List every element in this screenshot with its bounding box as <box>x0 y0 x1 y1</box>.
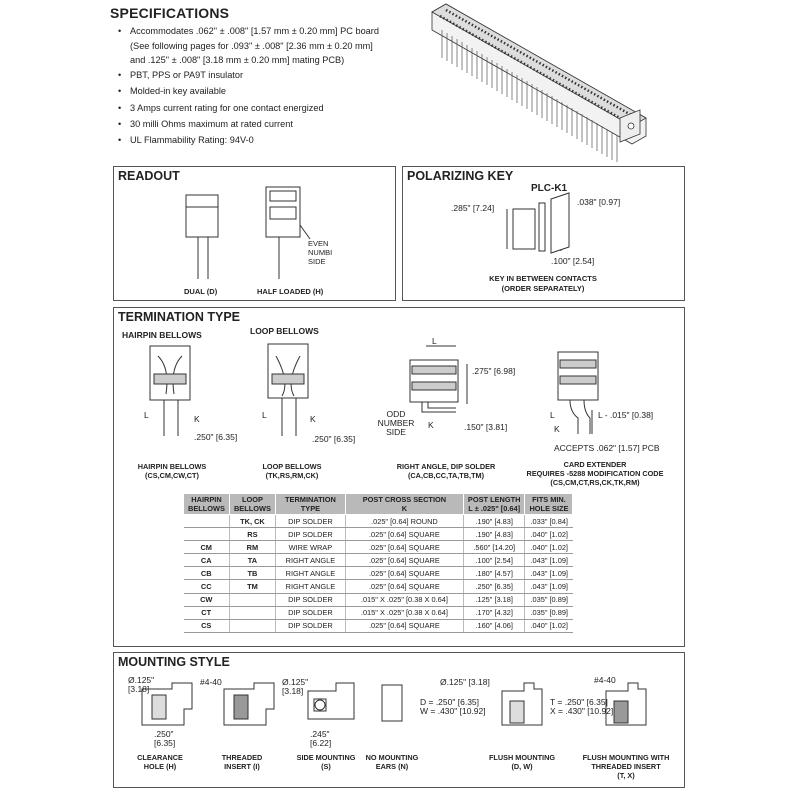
model-label: PLC-K1 <box>531 183 568 194</box>
spec-item <box>118 116 428 132</box>
readout-title: READOUT <box>118 169 180 183</box>
table-cell: RIGHT ANGLE <box>275 567 345 580</box>
dim-150: .150" [3.81] <box>464 422 508 432</box>
col-header <box>184 494 230 515</box>
readout-panel <box>113 166 396 301</box>
ft-T: T = .250" [6.35] <box>550 697 608 707</box>
key-caption: KEY IN BETWEEN CONTACTS <box>489 274 597 283</box>
table-cell: .025" [0.64] SQUARE <box>345 580 463 593</box>
table-row <box>184 541 573 554</box>
spec-item <box>118 67 428 83</box>
table-cell: TB <box>229 567 275 580</box>
col-header-text: BELLOWS <box>188 504 225 513</box>
dual-caption: DUAL (D) <box>184 287 218 296</box>
thread-label: #4-40 <box>200 677 222 687</box>
termination-type-title: TERMINATION TYPE <box>118 310 240 324</box>
table-cell: CB <box>184 567 230 580</box>
width-dimension: .100" [2.54] <box>551 256 595 266</box>
table-cell: .035" [0.89] <box>525 606 573 619</box>
table-row <box>184 567 573 580</box>
dim-275: .275" [6.98] <box>472 366 516 376</box>
spec-item <box>118 83 428 99</box>
right-angle-caption: (CA,CB,CC,TA,TB,TM) <box>407 471 485 480</box>
odd-side-label: NUMBER <box>377 418 415 428</box>
col-header-text: TERMINATION <box>285 495 336 504</box>
K-label: K <box>554 424 560 434</box>
table-row <box>184 580 573 593</box>
table-row <box>184 593 573 606</box>
table-cell: RS <box>229 528 275 541</box>
termination-table <box>183 493 573 633</box>
spec-item <box>118 100 428 116</box>
table-cell: .035" [0.89] <box>525 593 573 606</box>
col-header-text: POST CROSS SECTION <box>362 495 447 504</box>
table-row <box>184 515 573 528</box>
table-cell: CW <box>184 593 230 606</box>
mounting-caption: HOLE (H) <box>143 762 177 771</box>
mounting-caption: INSERT (I) <box>224 762 260 771</box>
card-extender-caption: (CS,CM,CT,RS,CK,TK,RM) <box>550 478 640 487</box>
spec-text: 30 milli Ohms maximum at rated current <box>130 118 293 129</box>
readout-drawings <box>114 167 397 302</box>
table-cell: .100" [2.54] <box>463 554 525 567</box>
hairpin-title: HAIRPIN BELLOWS <box>122 330 202 340</box>
ft-X: X = .430" [10.92] <box>550 706 614 716</box>
clearance-250: [6.35] <box>154 738 176 748</box>
table-cell <box>229 606 275 619</box>
table-cell <box>184 515 230 528</box>
table-cell: .190" [4.83] <box>463 528 525 541</box>
polarizing-key-title: POLARIZING KEY <box>407 169 514 183</box>
card-extender-caption: CARD EXTENDER <box>563 460 627 469</box>
mounting-style-title: MOUNTING STYLE <box>118 655 230 669</box>
table-cell: .250" [6.35] <box>463 580 525 593</box>
table-cell: DIP SOLDER <box>275 528 345 541</box>
half-loaded-caption: HALF LOADED (H) <box>257 287 324 296</box>
K-label: K <box>194 414 200 424</box>
table-cell: .025" [0.64] SQUARE <box>345 619 463 632</box>
table-cell: .043" [1.09] <box>525 580 573 593</box>
table-cell: DIP SOLDER <box>275 619 345 632</box>
col-header-text: HOLE SIZE <box>529 504 569 513</box>
key-caption: (ORDER SEPARATELY) <box>501 284 585 293</box>
col-header <box>275 494 345 515</box>
loop-caption: (TK,RS,RM,CK) <box>265 471 319 480</box>
K-label: K <box>310 414 316 424</box>
table-header-row <box>184 494 573 515</box>
table-cell: .560" [14.20] <box>463 541 525 554</box>
col-header-text: LOOP <box>241 495 263 504</box>
table-cell: .025" [0.64] SQUARE <box>345 554 463 567</box>
spec-text: PBT, PPS or PA9T insulator <box>130 70 244 81</box>
table-cell: TK, CK <box>229 515 275 528</box>
table-cell: .040" [1.02] <box>525 528 573 541</box>
table-cell: CS <box>184 619 230 632</box>
flush-D: D = .250" [6.35] <box>420 697 480 707</box>
table-cell: .180" [4.57] <box>463 567 525 580</box>
table-cell: .033" [0.84] <box>525 515 573 528</box>
table-row <box>184 528 573 541</box>
right-angle-caption: RIGHT ANGLE, DIP SOLDER <box>396 462 496 471</box>
accepts-label: ACCEPTS .062" [1.57] PCB <box>554 443 660 453</box>
col-header-text: FITS MIN. <box>532 495 566 504</box>
even-label: SIDE <box>308 257 326 266</box>
table-cell: DIP SOLDER <box>275 515 345 528</box>
mounting-caption: CLEARANCE <box>137 753 183 762</box>
mounting-caption: NO MOUNTING <box>365 753 419 762</box>
spec-text: Accommodates .062" ± .008" [1.57 mm ± 0.20 mm] PC board <box>130 26 379 36</box>
table-cell: .190" [4.83] <box>463 515 525 528</box>
spec-text: Molded-in key available <box>130 86 227 97</box>
table-cell: CM <box>184 541 230 554</box>
clearance-dia: Ø.125" <box>128 675 155 685</box>
table-row <box>184 554 573 567</box>
spec-item <box>118 132 428 148</box>
table-cell: CA <box>184 554 230 567</box>
table-cell <box>184 528 230 541</box>
specifications-list <box>118 23 428 148</box>
table-cell: .043" [1.09] <box>525 567 573 580</box>
col-header-text: BELLOWS <box>233 504 271 513</box>
mounting-caption: EARS (N) <box>375 762 409 771</box>
mounting-caption: FLUSH MOUNTING <box>488 753 556 762</box>
mounting-caption: (S) <box>321 762 331 771</box>
table-cell: WIRE WRAP <box>275 541 345 554</box>
loop-title: LOOP BELLOWS <box>250 326 319 336</box>
clearance-dia: [3.18] <box>128 684 150 694</box>
ft-label: #4-40 <box>594 675 616 685</box>
col-header <box>525 494 573 515</box>
dim-250: .250" [6.35] <box>312 434 356 444</box>
L-label: L <box>144 410 149 420</box>
mounting-caption: (D, W) <box>511 762 533 771</box>
hairpin-caption: HAIRPIN BELLOWS <box>137 462 207 471</box>
loop-caption: LOOP BELLOWS <box>262 462 322 471</box>
col-header-text: HAIRPIN <box>191 495 222 504</box>
mounting-caption: FLUSH MOUNTING WITH <box>582 753 670 762</box>
side-dia: [3.18] <box>282 686 304 696</box>
spec-text: UL Flammability Rating: 94V-0 <box>130 135 254 146</box>
table-row <box>184 606 573 619</box>
table-cell <box>229 619 275 632</box>
table-cell: DIP SOLDER <box>275 593 345 606</box>
table-cell: .025" [0.64] SQUARE <box>345 541 463 554</box>
spec-item <box>118 23 428 67</box>
table-cell: .015" X .025" [0.38 X 0.64] <box>345 593 463 606</box>
table-cell: .025" [0.64] SQUARE <box>345 567 463 580</box>
L-label: L <box>550 410 555 420</box>
spec-text: and .125" ± .008" [3.18 mm ± 0.20 mm] mating PCB) <box>130 55 345 66</box>
height-dimension: .285" [7.24] <box>451 203 495 213</box>
hairpin-caption: (CS,CM,CW,CT) <box>145 471 199 480</box>
table-cell: .040" [1.02] <box>525 541 573 554</box>
table-cell: RIGHT ANGLE <box>275 554 345 567</box>
table-cell: .025" [0.64] SQUARE <box>345 528 463 541</box>
side-245: [6.22] <box>310 738 332 748</box>
table-cell: RM <box>229 541 275 554</box>
spec-text: 3 Amps current rating for one contact energized <box>130 102 324 113</box>
col-header-text: POST LENGTH <box>467 495 521 504</box>
table-cell: .160" [4.06] <box>463 619 525 632</box>
K-label: K <box>428 420 434 430</box>
spec-text: (See following pages for .093" ± .008" [2.36 mm ± 0.20 mm] <box>130 41 373 52</box>
table-row <box>184 619 573 632</box>
col-header <box>229 494 275 515</box>
table-cell: TM <box>229 580 275 593</box>
dim-250: .250" [6.35] <box>194 432 238 442</box>
dim-015: L - .015" [0.38] <box>598 410 654 420</box>
table-cell <box>229 593 275 606</box>
thickness-dimension: .038" [0.97] <box>577 197 621 207</box>
mounting-caption: THREADED INSERT <box>591 762 661 771</box>
table-cell: DIP SOLDER <box>275 606 345 619</box>
table-cell: CC <box>184 580 230 593</box>
polarizing-key-panel <box>402 166 685 301</box>
col-header <box>463 494 525 515</box>
card-extender-caption: REQUIRES -5288 MODIFICATION CODE <box>526 469 664 478</box>
even-label: NUMBI <box>308 248 333 257</box>
odd-side-label: ODD <box>386 409 406 419</box>
table-cell: RIGHT ANGLE <box>275 580 345 593</box>
table-cell: .040" [1.02] <box>525 619 573 632</box>
mounting-style-panel <box>113 652 685 788</box>
col-header <box>345 494 463 515</box>
table-cell: .170" [4.32] <box>463 606 525 619</box>
odd-side-label: SIDE <box>386 427 406 437</box>
col-header-text: TYPE <box>300 504 321 513</box>
table-cell: .015" X .025" [0.38 X 0.64] <box>345 606 463 619</box>
col-header-text: K <box>401 504 408 513</box>
even-label: EVEN <box>308 239 329 248</box>
side-dia: Ø.125" <box>282 677 309 687</box>
flush-dia: Ø.125" [3.18] <box>440 677 490 687</box>
col-header-text: L ± .025" [0.64] <box>468 504 521 513</box>
table-cell: .125" [3.18] <box>463 593 525 606</box>
table-cell: CT <box>184 606 230 619</box>
mounting-caption: THREADED <box>221 753 263 762</box>
L-label: L <box>432 336 437 346</box>
flush-W: W = .430" [10.92] <box>420 706 486 716</box>
table-cell: .043" [1.09] <box>525 554 573 567</box>
side-245: .245" <box>310 729 330 739</box>
table-cell: TA <box>229 554 275 567</box>
mounting-caption: (T, X) <box>617 771 635 780</box>
L-label: L <box>262 410 267 420</box>
clearance-250: .250" <box>154 729 174 739</box>
specifications-title: SPECIFICATIONS <box>110 5 230 21</box>
mounting-caption: SIDE MOUNTING <box>296 753 356 762</box>
table-cell: .025" [0.64] ROUND <box>345 515 463 528</box>
